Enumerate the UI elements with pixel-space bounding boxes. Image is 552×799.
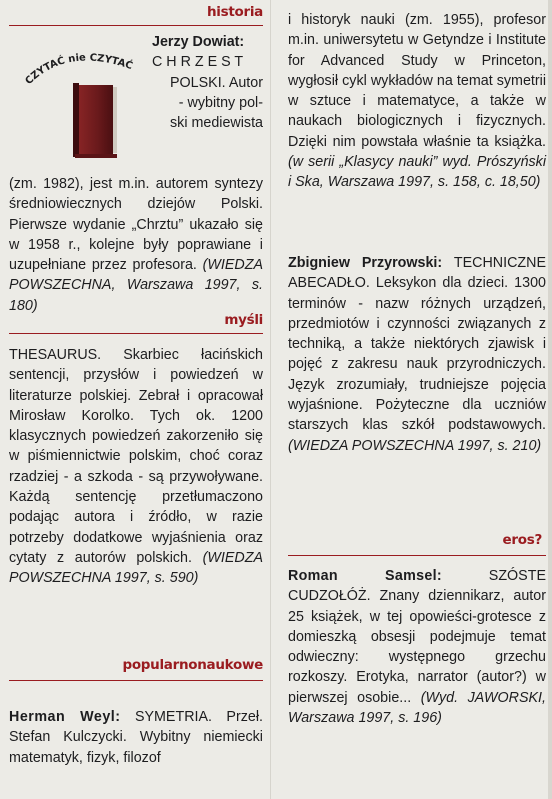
dowiat-title-line: ski mediewista — [170, 115, 263, 132]
dowiat-title-block — [152, 32, 263, 133]
weyl-source: (w serii „Klasycy nauki” wyd. Prószyński i Ska, Warszawa 1997, s. 158, c. 18,50) — [288, 154, 546, 191]
section-rule — [288, 555, 546, 556]
section-head-mysli: myśli — [224, 312, 263, 328]
book-caption: CZYTAĆ nie CZYTAĆ — [23, 52, 134, 88]
page-edge — [548, 0, 552, 799]
weyl-continued-body: i historyk nauki (zm. 1955), profesor m.in. uniwersytetu w Getyndze i Institute for Advanced Study w Princeton, wygłosił cykl wykładów na temat symetrii w sztuce i matematyce, a także w naukach biologicznych i fizycznych. Dzięki nim powstała właśnie ta książka. — [288, 12, 546, 150]
przyrowski-body: TECHNICZNE ABECADŁO. Leksykon dla dzieci. 1300 terminów - nazw różnych urządzeń, przedmiotów i czynności związanych z techniką, a także niektórych zjawisk i pojęć z zakresu nauk przyrodniczych. Język zrozumiały, trudniejsze pojęcia wyjaśnione. Pożyteczne dla uczniów starszych klas szkół podstawowych. — [288, 255, 546, 434]
section-rule — [9, 680, 263, 681]
samsel-author: Roman Samsel: — [288, 568, 442, 584]
dowiat-source: (WIEDZA POWSZECHNA, Warszawa 1997, s. 180) — [9, 257, 263, 314]
left-column — [9, 0, 263, 799]
dowiat-title-line: - wybitny pol- — [178, 94, 263, 111]
samsel-body: SZÓSTE CUDZOŁÓŻ. Znany dziennikarz, autor 25 książek, w tej opowieści-grotesce z domieszką obsesji podejmuje temat odwieczny: występnego grzechu rozkoszy. Erotyka, narrator (autor?) w pierwszej osobie... — [288, 568, 546, 706]
thesaurus-source: (WIEDZA POWSZECHNA 1997, s. 590) — [9, 549, 263, 587]
dowiat-body-block — [9, 174, 263, 316]
dowiat-author: Jerzy Dowiat: — [152, 34, 245, 50]
thesaurus-body: THESAURUS. Skarbiec łacińskich sentencji, przysłów i powiedzeń w literaturze polskiej. Zebrał i opracował Mirosław Korolko. Tych ok. 1200 klasycznych powiedzeń zakorzeniło się w piśmiennictwie polskim, choć coraz rzadziej - a szkoda - są przywoływane. Każdą sentencję przetłumaczono podając autora i źródło, w razie potrzeby dodatkowe wyjaśnienia oraz cytaty z autorów polskich. — [9, 347, 263, 566]
samsel-source: (Wyd. JAWORSKI, Warszawa 1997, s. 196) — [288, 689, 546, 727]
section-head-eros: eros? — [502, 532, 542, 548]
right-column — [288, 0, 546, 799]
samsel-block — [288, 566, 546, 728]
weyl-body: SYMETRIA. Przeł. Stefan Kulczycki. Wybitny niemiecki matematyk, fizyk, filozof — [9, 709, 263, 766]
weyl-continued-block — [288, 10, 546, 193]
przyrowski-block — [288, 253, 546, 456]
weyl-block — [9, 707, 263, 768]
dowiat-body: (zm. 1982), jest m.in. autorem syntezy średniowiecznych dziejów Polski. Pierwsze wydanie „Chrztu” ukazało się w 1958 r., kolejne były poprawiane i uzupełniane przez profesora. — [9, 176, 263, 274]
weyl-author: Herman Weyl: — [9, 709, 121, 725]
dowiat-title-line: C H R Z E S T — [152, 54, 244, 71]
thesaurus-block — [9, 345, 263, 589]
column-divider — [270, 0, 271, 799]
section-rule — [9, 25, 263, 26]
przyrowski-source: (WIEDZA POWSZECHNA 1997, s. 210) — [288, 437, 542, 454]
section-head-historia: historia — [207, 4, 263, 20]
section-head-popularnonaukowe: popularnonaukowe — [122, 657, 263, 673]
book-icon — [73, 83, 117, 158]
section-rule — [9, 333, 263, 334]
dowiat-title-line: POLSKI. Autor — [170, 74, 263, 91]
przyrowski-author: Zbigniew Przyrowski: — [288, 255, 443, 271]
book-illustration — [9, 33, 159, 165]
